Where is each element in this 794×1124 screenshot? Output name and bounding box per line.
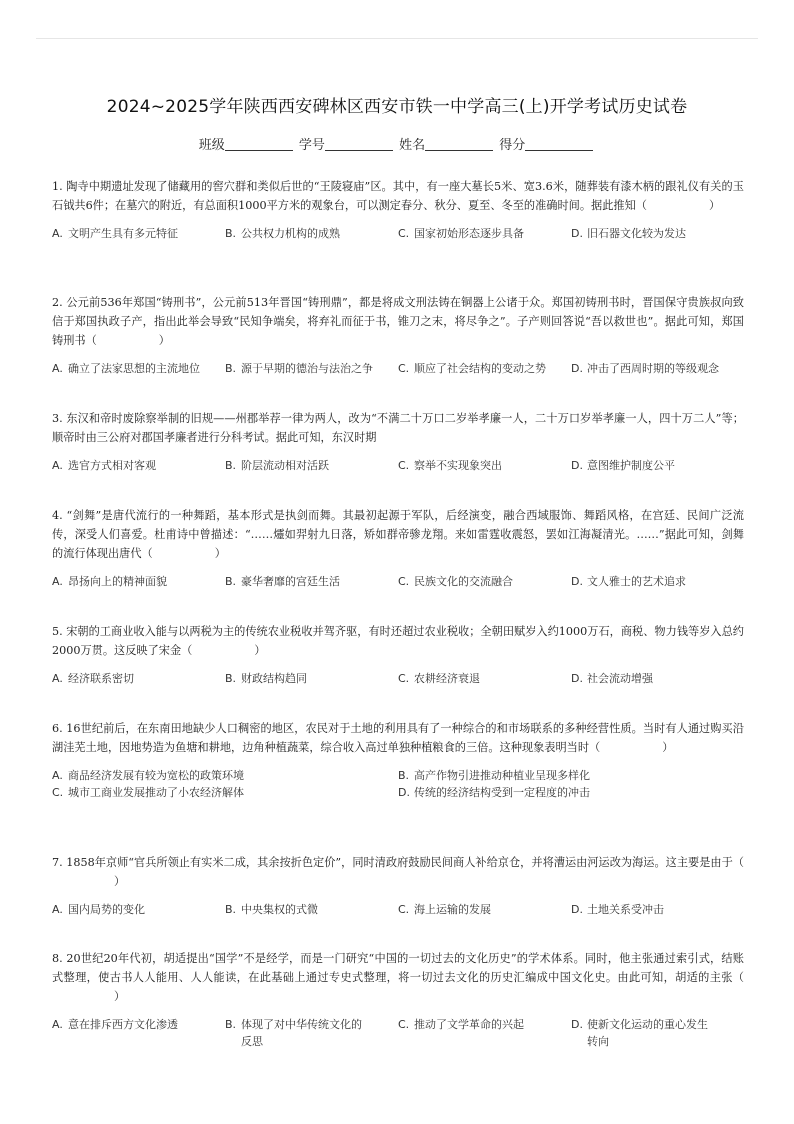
option-d[interactable]: D. 旧石器文化较为发达 — [571, 227, 686, 240]
option-a[interactable]: A. 商品经济发展有较为宽松的政策环境 — [52, 769, 244, 782]
option-list — [52, 225, 744, 242]
question-stem: 4. “剑舞”是唐代流行的一种舞蹈，基本形式是执剑而舞。其最初起源于军队，后经演变，融合西域服饰、舞蹈风格，在宫廷、民间广泛流传，深受人们喜爱。杜甫诗中曾描述：“……爧如羿射九日落，矫如群帝骖龙翔。来如雷霆收震怒，罢如江海凝清光。……”据此可知，剑舞的流行体现出唐代（ ） — [52, 509, 744, 560]
option-c[interactable]: C. 海上运输的发展 — [398, 903, 491, 916]
class-blank[interactable] — [225, 138, 293, 151]
option-a[interactable]: A. 意在排斥西方文化渗透 — [52, 1018, 178, 1031]
class-label: 班级 — [198, 138, 225, 153]
score-blank[interactable] — [525, 138, 593, 151]
option-b[interactable]: B. 源于早期的德治与法治之争 — [225, 362, 373, 375]
option-a[interactable]: A. 经济联系密切 — [52, 672, 134, 685]
option-c[interactable]: C. 推动了文学革命的兴起 — [398, 1018, 524, 1031]
option-c[interactable]: C. 农耕经济衰退 — [398, 672, 480, 685]
option-b[interactable]: B. 体现了对中华传统文化的反思 — [225, 1018, 362, 1048]
option-d[interactable]: D. 社会流动增强 — [571, 672, 653, 685]
name-label: 姓名 — [399, 138, 426, 153]
question-2 — [52, 293, 744, 377]
option-c[interactable]: C. 民族文化的交流融合 — [398, 575, 513, 588]
option-a[interactable]: A. 文明产生具有多元特征 — [52, 227, 178, 240]
option-d[interactable]: D. 土地关系受冲击 — [571, 903, 664, 916]
question-4 — [52, 506, 744, 590]
option-list — [52, 901, 744, 918]
option-b[interactable]: B. 豪华奢靡的宫廷生活 — [225, 575, 340, 588]
student-number-label: 学号 — [298, 138, 325, 153]
question-stem: 2. 公元前536年郑国“铸刑书”，公元前513年晋国“铸刑鼎”，都是将成文刑法铸在铜器上公诸于众。郑国初铸刑书时，晋国保守贵族叔向致信于郑国执政子产，指出此举会导致“民知争端矣，将弃礼而征于书，锥刀之末，将尽争之”。子产则回答说“吾以救世也”。据此可知，郑国铸刑书（ ） — [52, 296, 744, 347]
question-stem: 8. 20世纪20年代初，胡适提出“国学”不是经学，而是一门研究“中国的一切过去的文化历史”的学术体系。同时，他主张通过索引式，结账式整理，使古书人人能用、人人能读，在此基础上通过专史式整理，将一切过去文化的历史汇编成中国文化史。由此可知，胡适的主张（） — [52, 952, 744, 1003]
option-d[interactable]: D. 文人雅士的艺术追求 — [571, 575, 686, 588]
option-b[interactable]: B. 中央集权的式微 — [225, 903, 318, 916]
option-c[interactable]: C. 城市工商业发展推动了小农经济解体 — [52, 786, 244, 799]
option-list — [52, 1016, 744, 1050]
student-info-line — [0, 134, 794, 153]
option-list — [52, 767, 744, 801]
question-1 — [52, 177, 744, 242]
question-5 — [52, 622, 744, 687]
score-label: 得分 — [499, 138, 526, 153]
option-a[interactable]: A. 昂扬向上的精神面貌 — [52, 575, 167, 588]
option-d[interactable]: D. 意图维护制度公平 — [571, 459, 675, 472]
option-d[interactable]: D. 使新文化运动的重心发生转向 — [571, 1018, 708, 1048]
option-b[interactable]: B. 阶层流动相对活跃 — [225, 459, 329, 472]
option-list — [52, 670, 744, 687]
question-stem: 1. 陶寺中期遗址发现了储藏用的窖穴群和类似后世的“王陵寝庙”区。其中，有一座大墓长5米、宽3.6米，随葬装有漆木柄的跟礼仪有关的玉石钺共6件；在墓穴的附近，有总面积1000平方米的观象台，可以测定春分、秋分、夏至、冬至的准确时间。据此推知（ ） — [52, 180, 744, 212]
exam-title: 2024~2025学年陕西西安碑林区西安市铁一中学高三(上)开学考试历史试卷 — [106, 97, 688, 117]
option-b[interactable]: B. 高产作物引进推动种植业呈现多样化 — [398, 769, 590, 782]
question-stem: 5. 宋朝的工商业收入能与以两税为主的传统农业税收并驾齐驱，有时还超过农业税收；全朝田赋岁入约1000万石，商税、物力钱等岁入总约2000万贯。这反映了宋金（ ） — [52, 625, 744, 657]
option-d[interactable]: D. 冲击了西周时期的等级观念 — [571, 362, 719, 375]
option-c[interactable]: C. 察举不实现象突出 — [398, 459, 502, 472]
option-a[interactable]: A. 确立了法家思想的主流地位 — [52, 362, 200, 375]
option-list — [52, 360, 744, 377]
header-rule — [36, 38, 758, 39]
option-list — [52, 573, 744, 590]
question-3 — [52, 409, 744, 474]
question-stem: 6. 16世纪前后，在东南田地缺少人口稠密的地区，农民对于土地的利用具有了一种综合的和市场联系的多种经营性质。当时有人通过购买沿湖洼芜土地，因地势造为鱼塘和耕地，边角种植蔬菜，综合收入高过单独种植粮食的三倍。这种现象表明当时（ ） — [52, 722, 744, 754]
option-a[interactable]: A. 国内局势的变化 — [52, 903, 145, 916]
question-8 — [52, 949, 744, 1050]
question-stem: 3. 东汉和帝时废除察举制的旧规——州郡举荐一律为两人，改为“不满二十万口二岁举孝廉一人，二十万口岁举孝廉一人，四十万二人”等；顺帝时由三公府对郡国孝廉者进行分科考试。据此可知，东汉时期 — [52, 412, 744, 444]
question-7 — [52, 853, 744, 918]
option-c[interactable]: C. 国家初始形态逐步具备 — [398, 227, 524, 240]
student-number-blank[interactable] — [325, 138, 393, 151]
name-blank[interactable] — [425, 138, 493, 151]
question-6 — [52, 719, 744, 801]
option-b[interactable]: B. 公共权力机构的成熟 — [225, 227, 340, 240]
option-d[interactable]: D. 传统的经济结构受到一定程度的冲击 — [398, 786, 590, 799]
option-c[interactable]: C. 顺应了社会结构的变动之势 — [398, 362, 546, 375]
option-a[interactable]: A. 选官方式相对客观 — [52, 459, 156, 472]
question-stem: 7. 1858年京师“官兵所领止有实米二成，其余按折色定价”，同时清政府鼓励民间商人补给京仓，并将漕运由河运改为海运。这主要是由于（） — [52, 856, 744, 888]
option-b[interactable]: B. 财政结构趋同 — [225, 672, 307, 685]
option-list — [52, 457, 744, 474]
